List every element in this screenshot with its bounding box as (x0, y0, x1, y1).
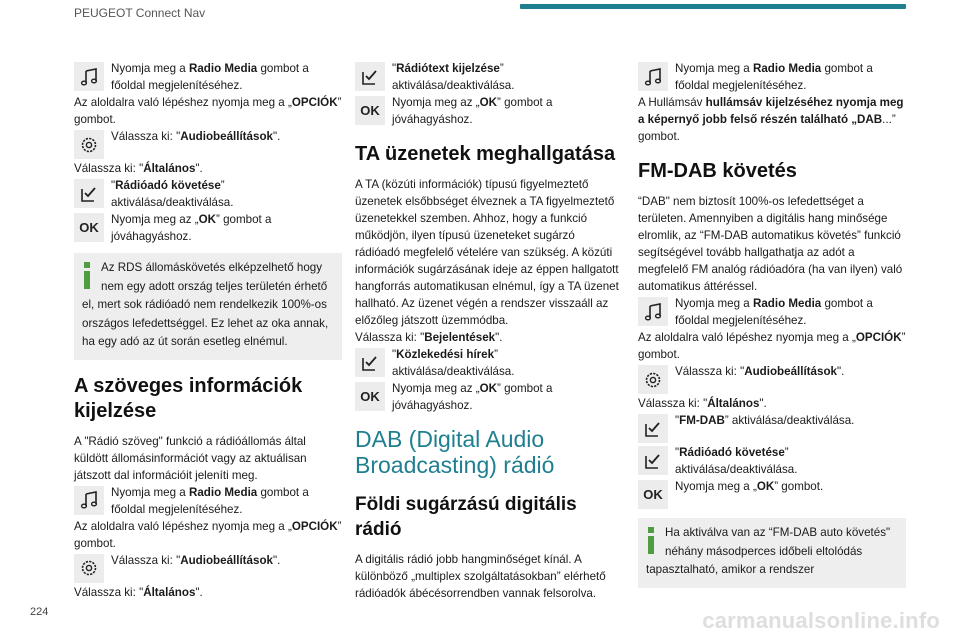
step-text: Válassza ki: "Audiobeállítások". (675, 365, 845, 378)
music-note-icon (638, 62, 668, 91)
step-general: Válassza ki: "Általános". (74, 162, 203, 175)
step-ok (355, 380, 623, 414)
step-text: "Rádióadó követése” aktiválása/deaktiválása. (111, 179, 234, 209)
info-note (638, 518, 906, 588)
step-text: Nyomja meg a Radio Media gombot a főoldal megjelenítéséhez. (111, 485, 309, 516)
step-general: Válassza ki: "Általános". (74, 585, 203, 599)
music-note-icon (74, 62, 104, 91)
column-2 (355, 60, 623, 602)
step-radiotext (355, 60, 623, 94)
paragraph: A TA (közúti információk) típusú figyelmeztető üzenetek elsőbbséget élveznek a TA figyelmeztető üzenetekkel szemben. Ahhoz, hogy a funkció működjön, ilyen típusú üzeneteket sugárzó rádióadó megfelelő vételére van szükség. A közúti információk sugárzásának ideje az éppen hallgatott hangforrás automatikusan elnémul, így a TA üzenet hallható. Az üzenet végén a rendszer visszaáll az előzőleg játszott üzemmódba. (355, 178, 619, 327)
paragraph: A "Rádió szöveg" funkció a rádióállomás által küldött állomásinformációt vagy az aktuálisan játszott dal információit jeleníti meg. (74, 434, 307, 482)
step-freq-follow (74, 177, 342, 211)
step-text: "Rádiótext kijelzése” aktiválása/deaktiválása. (392, 62, 515, 92)
step-text: "FM-DAB” aktiválása/deaktiválása. (675, 414, 855, 427)
gear-icon (638, 365, 668, 394)
checkbox-icon (638, 414, 668, 443)
step-options: Az aloldalra való lépéshez nyomja meg a „OPCIÓK” gombot. (74, 96, 342, 126)
paragraph: “DAB" nem biztosít 100%-os lefedettséget a területen. Amennyiben a digitális hang minősége elromlik, az “FM-DAB automatikus követés” funkció segítségével tovább hallgathatja az adót a megfelelő FM analóg rádióadóra (ha van ilyen) való automatikus áttéréssel. (638, 195, 903, 293)
step-radio-media (638, 295, 906, 329)
checkbox-icon (74, 179, 104, 208)
step-band: A Hullámsáv hullámsáv kijelzéséhez nyomja meg a képernyő jobb felső részén található „DAB...” gombot. (638, 96, 904, 143)
step-audio-settings (74, 552, 342, 584)
step-text: Nyomja meg a „OK” gombot. (675, 480, 824, 493)
note-text: Ha aktiválva van az “FM-DAB auto követés" néhány másodperces időbeli eltolódás tapasztalható, amikor a rendszer (646, 526, 891, 576)
ok-icon: OK (355, 382, 385, 411)
step-text: Válassza ki: "Audiobeállítások". (111, 130, 281, 143)
note-text: Az RDS állomáskövetés elképzelhető hogy nem egy adott ország teljes területén érhető el, mert sok rádióadó nem rendelkezik 100%-os országos lefedettséggel. Ez lehet az oka annak, ha egy adó az út során esetleg elnémul. (82, 261, 329, 348)
step-radio-media (74, 60, 342, 94)
column-1 (74, 60, 342, 601)
step-audio-settings (638, 363, 906, 395)
info-icon (82, 262, 92, 292)
column-3 (638, 60, 906, 588)
step-text: Nyomja meg az „OK” gombot a jóváhagyáshoz. (111, 213, 272, 243)
step-general: Válassza ki: "Általános". (638, 397, 767, 410)
info-note (74, 253, 342, 360)
checkbox-icon (638, 446, 668, 475)
step-ok (74, 211, 342, 245)
step-text: Nyomja meg az „OK” gombot a jóváhagyáshoz. (392, 96, 553, 126)
ok-icon: OK (355, 96, 385, 125)
step-announcements: Válassza ki: "Bejelentések". (355, 331, 503, 344)
step-radio-media (74, 484, 342, 518)
step-options: Az aloldalra való lépéshez nyomja meg a „OPCIÓK” gombot. (638, 331, 906, 361)
step-text: Nyomja meg a Radio Media gombot a főoldal megjelenítéséhez. (111, 62, 309, 92)
step-text: Nyomja meg az „OK” gombot a jóváhagyáshoz. (392, 382, 553, 412)
step-freq-follow (638, 444, 906, 478)
music-note-icon (74, 486, 104, 515)
step-text: "Rádióadó követése” aktiválása/deaktiválása. (675, 446, 798, 476)
step-traffic (355, 346, 623, 380)
ok-icon: OK (74, 213, 104, 242)
gear-icon (74, 554, 104, 583)
checkbox-icon (355, 348, 385, 377)
header-accent-bar (520, 4, 906, 9)
section-heading: FM-DAB követés (638, 160, 797, 182)
step-radio-media (638, 60, 906, 94)
page-number: 224 (30, 606, 49, 618)
step-text: Válassza ki: "Audiobeállítások". (111, 553, 281, 567)
step-ok (638, 478, 906, 510)
paragraph: A digitális rádió jobb hangminőséget kínál. A különböző „multiplex szolgáltatásokban” elérhető rádióadók ábécésorrendben vannak felsorolva. (355, 553, 606, 600)
step-audio-settings (74, 128, 342, 160)
watermark: carmanualsonline.info (702, 608, 940, 633)
gear-icon (74, 130, 104, 159)
step-text: Nyomja meg a Radio Media gombot a főoldal megjelenítéséhez. (675, 62, 873, 92)
section-heading: Földi sugárzású digitális rádió (355, 494, 577, 540)
step-fm-dab (638, 412, 906, 444)
music-note-icon (638, 297, 668, 326)
info-icon (646, 527, 656, 557)
checkbox-icon (355, 62, 385, 91)
step-ok (355, 94, 623, 128)
ok-icon: OK (638, 480, 668, 509)
step-text: Nyomja meg a Radio Media gombot a főoldal megjelenítéséhez. (675, 297, 873, 327)
header-title: PEUGEOT Connect Nav (74, 6, 206, 20)
step-options: Az aloldalra való lépéshez nyomja meg a „OPCIÓK” gombot. (74, 519, 342, 550)
section-heading: A szöveges információk kijelzése (74, 374, 303, 422)
chapter-heading: DAB (Digital Audio Broadcasting) rádió (355, 426, 555, 478)
step-text: "Közlekedési hírek” aktiválása/deaktiválása. (392, 348, 515, 378)
section-heading: TA üzenetek meghallgatása (355, 143, 616, 165)
